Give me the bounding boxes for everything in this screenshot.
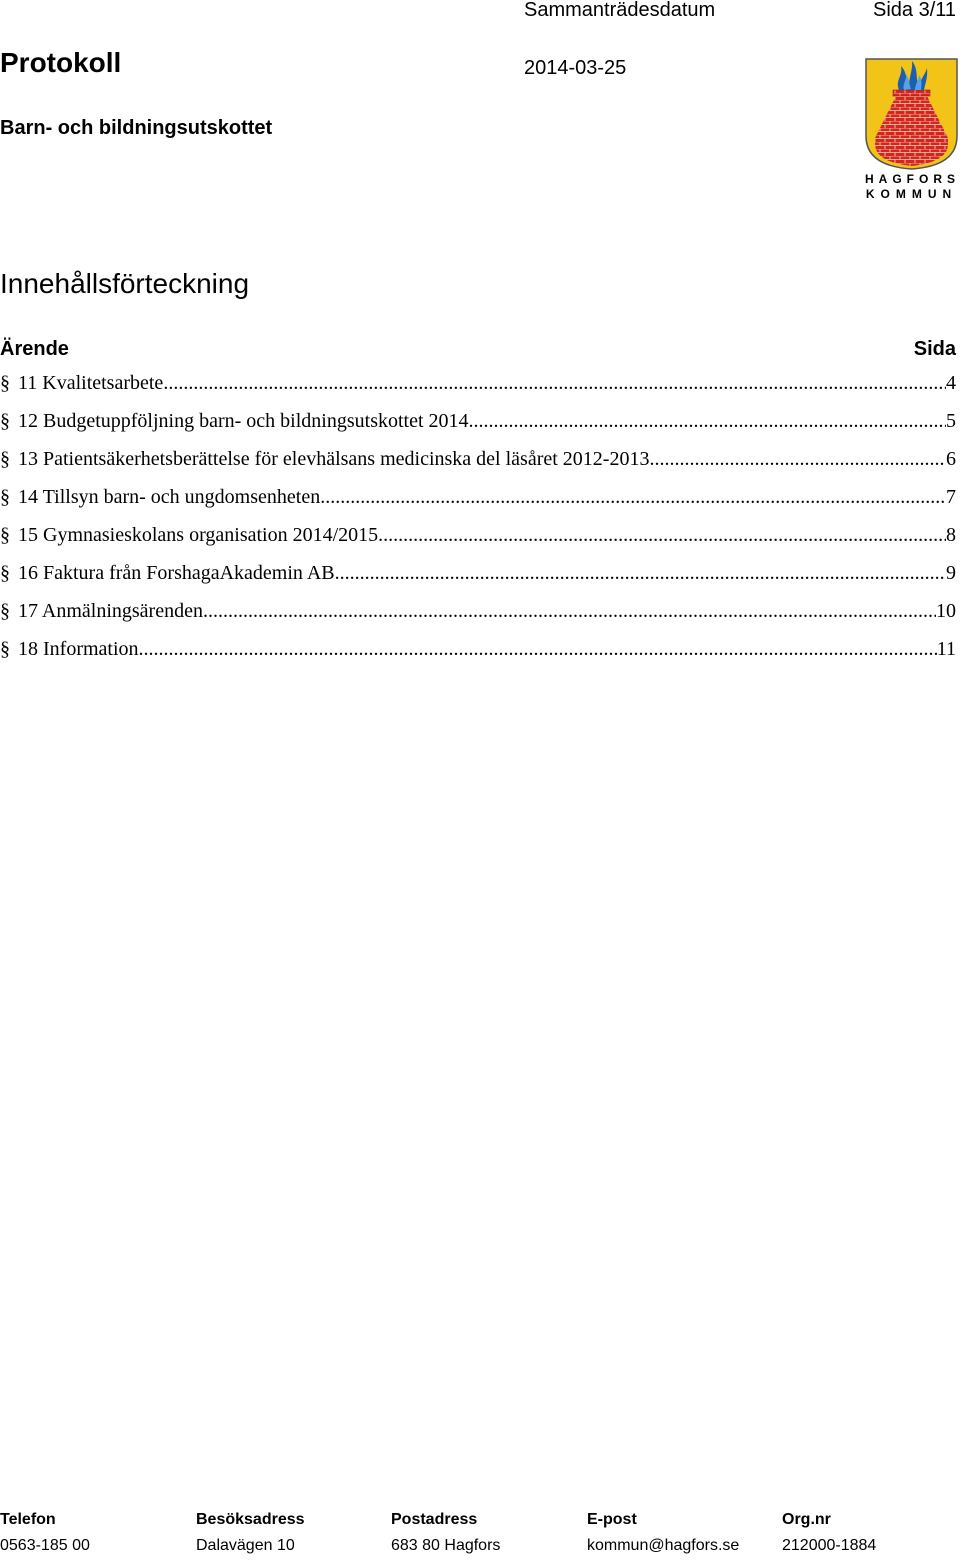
footer-postadress [391,1511,500,1555]
toc-dot-leader [139,635,937,663]
toc-entry[interactable] [0,521,956,559]
toc-dot-leader [378,521,946,549]
section-symbol: § [0,372,10,394]
footer-telefon [0,1511,90,1555]
toc-entry-title: 13 Patientsäkerhetsberättelse för elevhälsans medicinska del läsåret 2012-2013 [18,448,650,470]
footer-orgnr [782,1511,876,1555]
toc-entry-page: 7 [946,486,956,508]
toc-entry-title: 14 Tillsyn barn- och ungdomsenheten [18,486,321,508]
toc-entry-title: 17 Anmälningsärenden [18,600,203,622]
toc-entry-title: 15 Gymnasieskolans organisation 2014/2015 [18,524,379,546]
toc-entry-title: 18 Information [18,638,139,660]
toc-column-sida: Sida [913,338,956,360]
section-symbol: § [0,410,10,432]
footer-epost [587,1511,739,1555]
coat-of-arms-icon [865,58,958,170]
toc-dot-leader [649,445,946,473]
toc-entry[interactable] [0,483,956,521]
toc-dot-leader [163,369,946,397]
toc-column-arende: Ärende [0,338,69,360]
section-symbol: § [0,448,10,470]
section-symbol: § [0,486,10,508]
footer-label: Org.nr [782,1511,831,1528]
footer-label: Postadress [391,1511,478,1528]
footer-besoksadress [196,1511,305,1555]
footer-label: E-post [587,1511,637,1528]
toc-entry-page: 11 [936,638,956,660]
section-symbol: § [0,638,10,660]
toc-entry-page: 5 [946,410,956,432]
logo-text-hagfors: HAGFORS [865,172,960,186]
section-symbol: § [0,562,10,584]
logo-text-kommun: KOMMUN [865,187,958,201]
section-symbol: § [0,600,10,622]
footer-label: Telefon [0,1511,56,1528]
footer-value: 683 80 Hagfors [391,1537,501,1554]
section-symbol: § [0,524,10,546]
toc-list [0,369,956,673]
meeting-date-label: Sammanträdesdatum [524,0,716,21]
page-indicator: Sida 3/11 [873,0,957,21]
toc-entry-title: 11 Kvalitetsarbete [18,372,164,394]
toc-entry-page: 10 [936,600,956,622]
toc-heading: Innehållsförteckning [0,268,250,299]
footer-value: Dalavägen 10 [196,1537,295,1554]
toc-entry[interactable] [0,445,956,483]
footer-value[interactable]: kommun@hagfors.se [587,1537,740,1554]
toc-dot-leader [320,483,946,511]
toc-entry[interactable] [0,597,956,635]
meeting-date: 2014-03-25 [524,57,627,79]
toc-dot-leader [203,597,936,625]
toc-entry-page: 9 [946,562,956,584]
toc-entry[interactable] [0,635,956,673]
toc-entry-page: 4 [946,372,956,394]
toc-entry[interactable] [0,369,956,407]
toc-entry-page: 8 [946,524,956,546]
toc-entry-page: 6 [946,448,956,470]
committee-name: Barn- och bildningsutskottet [0,117,273,139]
toc-entry-title: 12 Budgetuppföljning barn- och bildningsutskottet 2014 [18,410,469,432]
footer-value: 0563-185 00 [0,1537,90,1554]
toc-entry[interactable] [0,407,956,445]
document-title: Protokoll [0,47,122,78]
toc-entry[interactable] [0,559,956,597]
footer-value: 212000-1884 [782,1537,877,1554]
toc-dot-leader [469,407,946,435]
hagfors-kommun-logo [865,58,958,206]
toc-dot-leader [335,559,946,587]
footer-label: Besöksadress [196,1511,305,1528]
toc-entry-title: 16 Faktura från ForshagaAkademin AB [18,562,335,584]
